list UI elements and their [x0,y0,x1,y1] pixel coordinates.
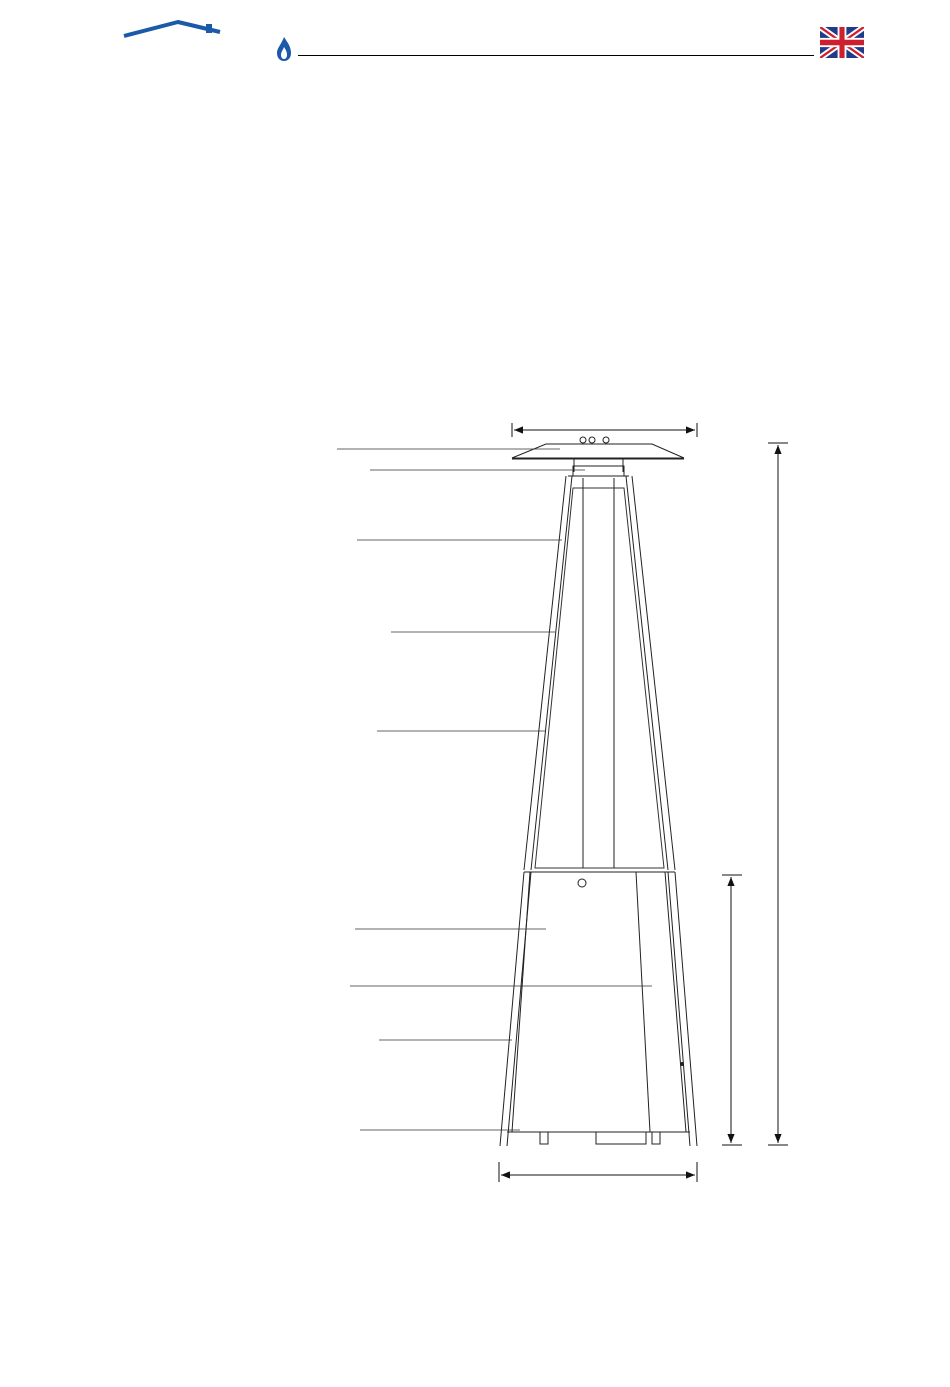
leader-lines [337,449,652,1130]
dimension-lines [499,423,788,1182]
protective-guard-grid [535,488,664,868]
upper-support-shape [524,476,675,870]
reflector-shape [512,437,684,472]
lower-support-shape [500,872,697,1146]
heater-illustration [500,437,697,1146]
flame-screen-shape [568,466,629,476]
bottom-plate-shape [507,1132,690,1144]
cabinet-shape [512,872,686,1132]
glass-tube-shape [583,478,614,868]
